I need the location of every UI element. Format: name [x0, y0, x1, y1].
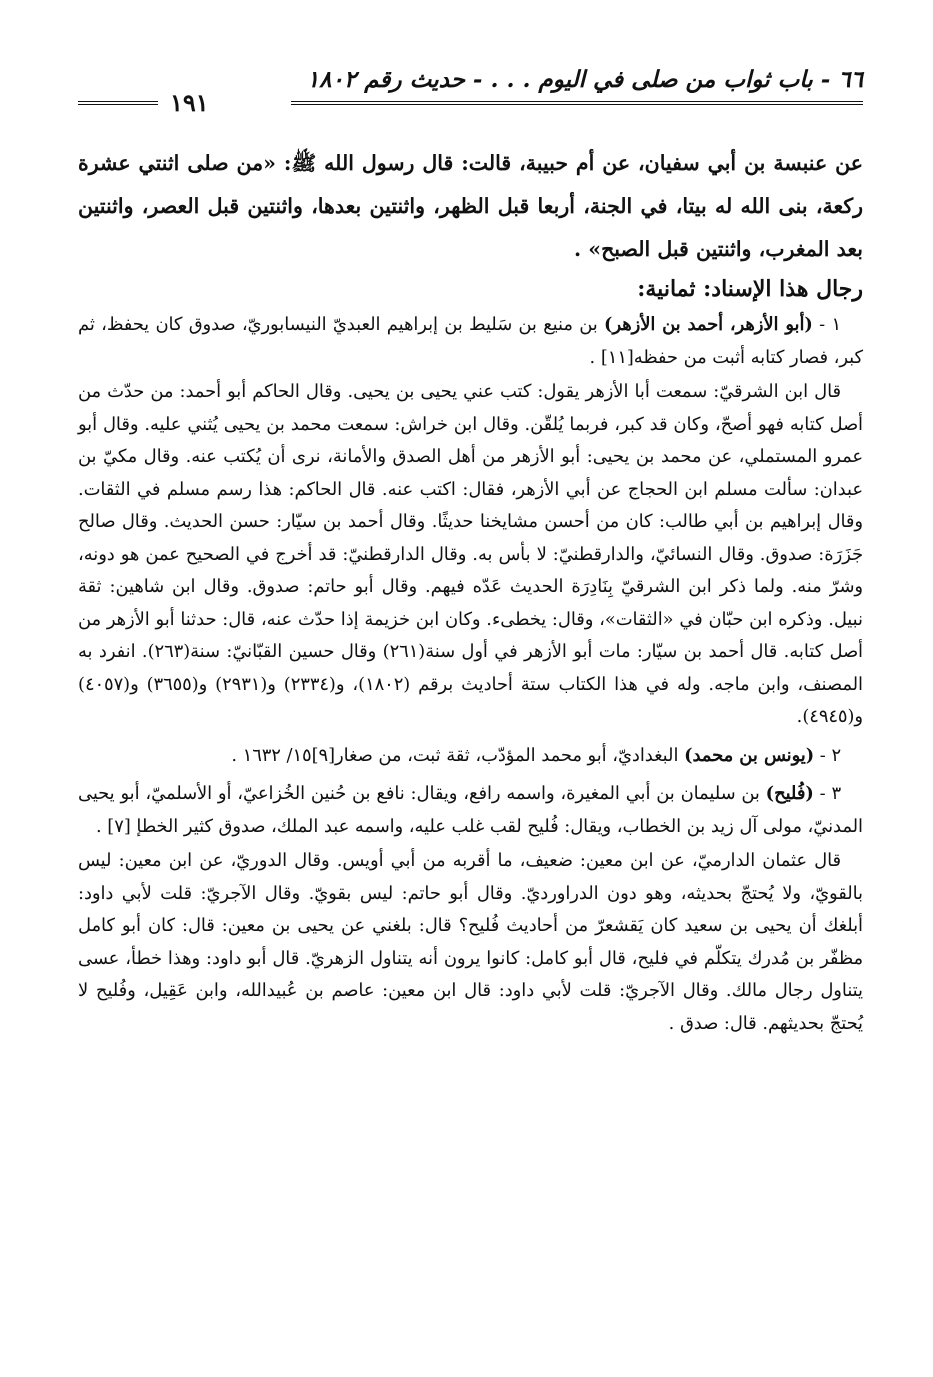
- narrator-number: ٢ -: [814, 744, 841, 766]
- narrator-bio: بن سليمان بن أبي المغيرة، واسمه رافع، ويقال: نافع بن حُنين الخُزاعيّ، أو الأسلميّ، أبو يحيى المدنيّ، مولى آل زيد بن الخطاب، ويقال: فُليح لقب غلب عليه، واسمه عبد الملك، صدوق كثير الخطإ [٧] .: [78, 783, 863, 837]
- page-number-rule: [78, 101, 158, 107]
- narrator-name: (يونس بن محمد): [684, 744, 815, 766]
- book-page: [78, 58, 863, 1042]
- narrator-bio: بن منيع بن سَليط بن إبراهيم العبديّ النيسابوريّ، صدوق كان يحفظ، ثم كبر، فصار كتابه أثبت من حفظه[١١] .: [78, 314, 863, 368]
- narrator-3: [78, 778, 863, 1040]
- narrator-name: (أبو الأزهر، أحمد بن الأزهر): [604, 314, 813, 335]
- narrator-notes: قال عثمان الدارميّ، عن ابن معين: ضعيف، ما أقربه من أبي أويس. وقال الدوريّ، عن ابن معين: ليس بالقويّ، ولا يُحتجّ بحديثه، وهو دون الدراورديّ. وقال أبو حاتم: ليس بقويّ. وقال الآجريّ: قلت لأبي داود: أبلغك أن يحيى بن سعيد كان يَقشعرّ من أحاديث فُليح؟ قال: بلغني عن يحيى بن معين: قال: كان أبو كامل مظفّر بن مُدرك يتكلّم في فليح، قال أبو كامل: كانوا يرون أنه يتناول الزهريّ. قال أبو داود: وهذا خطأ، عسى يتناول رجال مالك. وقال الآجريّ: قلت لأبي داود: قال ابن معين: عاصم بن عُبيدالله، وابن عَقِيل، وفُليح لا يُحتجّ بحديثهم. قال: صدق .: [78, 850, 863, 1034]
- narrator-1: [78, 309, 863, 734]
- narrator-notes: قال ابن الشرقيّ: سمعت أبا الأزهر يقول: كتب عني يحيى بن يحيى. وقال الحاكم أبو أحمد: من حدّث من أصل كتابه فهو أصحّ، وكان قد كبر، فربما يُلقّن. وقال ابن خراش: سمعت محمد بن يحيى يُثني عليه. وقال أبو عمرو المستملي، عن محمد بن يحيى: أبو الأزهر من أهل الصدق والأمانة، نرى أن يُكتب عنه. وقال مكيّ بن عبدان: سألت مسلم ابن الحجاج عن أبي الأزهر، فقال: اكتب عنه. قال الحاكم: هذا رسم مسلم في الثقات. وقال إبراهيم بن أبي طالب: كان من أحسن مشايخنا حديثًا. وقال أحمد بن سيّار: حسن الحديث. وقال صالح جَزَرَة: صدوق. وقال النسائيّ، والدارقطنيّ: لا بأس به. وقال الدارقطنيّ: قد أخرج في الصحيح عمن هو دونه، وشرّ منه. ولما ذكر ابن الشرقيّ بِنَادِرَة الحديث عَدّه فيهم. وقال أبو حاتم: صدوق. وقال ابن شاهين: ثقة نبيل. وذكره ابن حبّان في «الثقات»، وقال: يخطىء. وكان ابن خزيمة إذا حدّث عنه، قال: حدثنا أبو الأزهر من أصل كتابه. قال أحمد بن سيّار: مات أبو الأزهر في أول سنة(٢٦١) وقال حسين القبّانيّ: سنة(٢٦٣). انفرد به المصنف، وابن ماجه. وله في هذا الكتاب ستة أحاديث برقم (١٨٠٢)، و(٢٣٣٤) و(٢٩٣١) و(٣٦٥٥) و(٤٠٥٧) و(٤٩٤٥).: [78, 381, 863, 727]
- header-rule: [291, 101, 863, 107]
- narrator-bio: البغداديّ، أبو محمد المؤدّب، ثقة ثبت، من صغار[٩]١٥/ ١٦٣٢ .: [231, 744, 685, 766]
- page-number: ١٩١: [170, 88, 209, 117]
- narrator-2: [78, 740, 863, 773]
- narrator-entry: [78, 778, 863, 843]
- chapter-title: ٦٦ - باب ثواب من صلى في اليوم . . . - حديث رقم ١٨٠٢: [306, 66, 863, 93]
- narrator-entry: [78, 740, 863, 773]
- narrators-heading: رجال هذا الإسناد: ثمانية:: [637, 276, 863, 302]
- hadith-text: عن عنبسة بن أبي سفيان، عن أم حبيبة، قالت: قال رسول الله ﷺ: «من صلى اثنتي عشرة ركعة، بنى الله له بيتا، في الجنة، أربعا قبل الظهر، واثنتين بعدها، واثنتين قبل العصر، واثنتين بعد المغرب، واثنتين قبل الصبح» .: [78, 151, 863, 261]
- narrator-name: (فُليح): [765, 783, 814, 804]
- narrator-entry: [78, 309, 863, 374]
- running-header: [78, 58, 863, 117]
- narrator-number: ٣ -: [813, 783, 841, 804]
- narrator-number: ١ -: [812, 314, 842, 335]
